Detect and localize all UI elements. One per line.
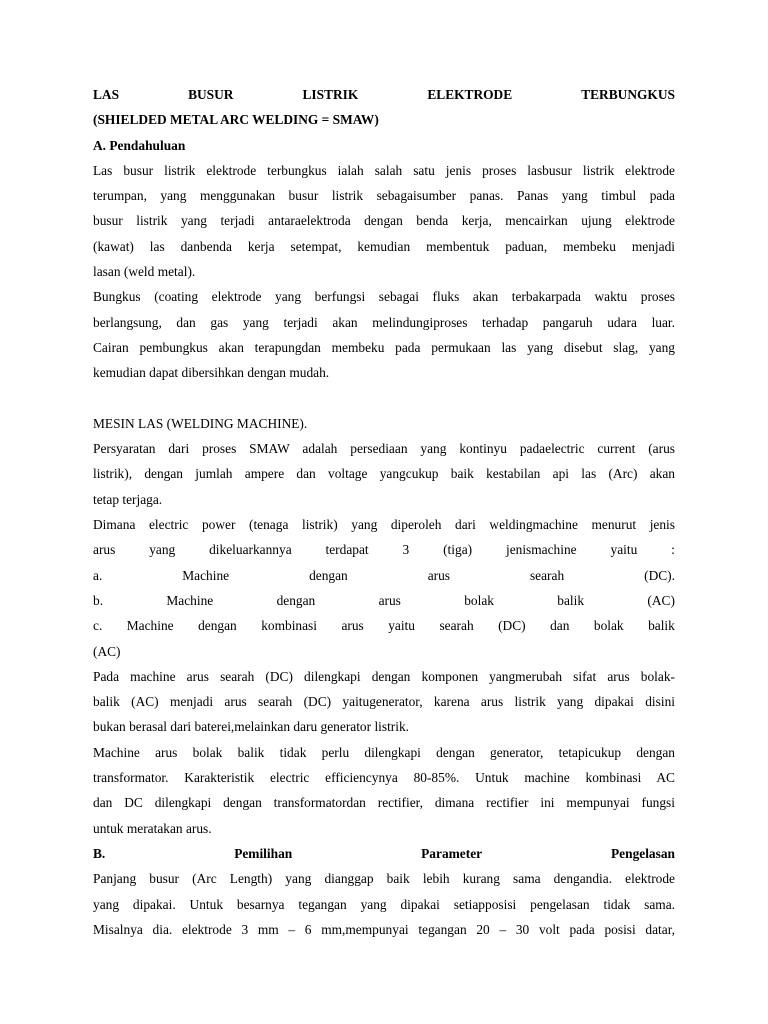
word: (DC) [498,618,526,634]
title-word: LAS [93,87,120,102]
word: searah [439,618,474,634]
word: terdapat [325,542,369,558]
text-span: Las busur listrik elektrode terbungkus ialah salah satu jenis proses lasbusur listrik elektrode [93,162,675,178]
text-span: Bungkus (coating elektrode yang berfungsi sebagai fluks akan terbakarpada waktu proses [93,289,675,305]
word: arus [341,618,364,634]
title-word: LISTRIK [302,87,359,102]
text-span: Panjang busur (Arc Length) yang dianggap baik lebih kurang sama dengandia. elektrode [93,871,675,887]
word: Machine [182,567,230,583]
heading-word: B. [93,845,106,861]
word: yang [149,542,176,558]
list-item-a [93,563,675,588]
word: 3 [402,542,410,558]
blank-line [93,386,675,411]
title-word: ELEKTRODE [427,87,513,102]
text-span: busur listrik yang terjadi antaraelektroda dengan benda kerja, mencairkan ujung elektrode [93,213,675,229]
text-span: Dimana electric power (tenaga listrik) yang diperoleh dari weldingmachine menurut jenis [93,517,675,533]
list-item-c-tail: (AC) [93,643,121,659]
text-line: kemudian dapat dibersihkan dengan mudah. [93,365,330,381]
word: b. [93,592,104,608]
word: dengan [276,592,316,608]
heading-word: Parameter [421,845,483,861]
word: a. [93,567,103,583]
word: (DC). [644,567,675,583]
heading-word: Pengelasan [611,845,675,861]
text-span: Misalnya dia. elektrode 3 mm – 6 mm,mempunyai tegangan 20 – 30 volt pada posisi datar, [93,921,675,937]
text-line [93,790,675,815]
document-page [93,82,675,942]
list-item-b [93,588,675,613]
text-line [93,917,675,942]
word: Machine [126,618,174,634]
text-span: Machine arus bolak balik tidak perlu dilengkapi dengan generator, tetapicukup dengan [93,744,675,760]
text-line [93,461,675,486]
title-word: BUSUR [188,87,234,102]
text-line [93,436,675,461]
word: dengan [198,618,237,634]
text-span: Cairan pembungkus akan terapungdan membeku pada permukaan las yang disebut slag, yang [93,339,675,355]
text-line [93,689,675,714]
word: balik [648,618,675,634]
text-line [93,892,675,917]
word: kombinasi [261,618,317,634]
word: yaitu [610,542,638,558]
text-line [93,208,675,233]
text-line: bukan berasal dari baterei,melainkan daru generator listrik. [93,719,410,735]
title-word: TERBUNGKUS [581,87,675,102]
word: c. [93,618,103,634]
text-span: terumpan, yang menggunakan busur listrik sebagaisumber panas. Panas yang timbul pada [93,188,675,204]
text-span: listrik), dengan jumlah ampere dan voltage yangcukup baik kestabilan api las (Arc) akan [93,466,675,482]
text-line [93,310,675,335]
word: jenismachine [505,542,577,558]
word: arus [427,567,450,583]
text-line [93,335,675,360]
word: (AC) [647,592,675,608]
text-span: yang dipakai. Untuk besarnya tegangan yang dipakai setiapposisi pengelasan tidak sama. [93,896,675,912]
text-line [93,866,675,891]
text-span: balik (AC) menjadi arus searah (DC) yaitugenerator, karena arus listrik yang dipakai disini [93,694,675,710]
word: dan [550,618,570,634]
word: bolak [464,592,494,608]
word: yaitu [388,618,415,634]
title-line-2: (SHIELDED METAL ARC WELDING = SMAW) [93,112,379,128]
text-span: Persyaratan dari proses SMAW adalah persediaan yang kontinyu padaelectric current (arus [93,441,675,457]
text-line: lasan (weld metal). [93,264,196,280]
text-span: berlangsung, dan gas yang terjadi akan melindungiproses terhadap pangaruh udara luar. [93,314,675,330]
word: balik [557,592,585,608]
heading-word: Pemilihan [234,845,293,861]
mesin-las-heading: MESIN LAS (WELDING MACHINE). [93,415,308,431]
text-line [93,234,675,259]
list-item-c [93,613,675,638]
section-a-heading: A. Pendahuluan [93,137,186,153]
text-line [93,512,675,537]
section-b-heading [93,841,675,866]
text-line [93,664,675,689]
text-span: (kawat) las danbenda kerja setempat, kemudian membentuk paduan, membeku menjadi [93,238,675,254]
text-line [93,158,675,183]
text-line [93,537,675,562]
text-span: dan DC dilengkapi dengan transformatordan rectifier, dimana rectifier ini mempunyai fungsi [93,795,675,811]
word: arus [93,542,116,558]
text-line [93,740,675,765]
text-span: transformator. Karakteristik electric efficiencynya 80-85%. Untuk machine kombinasi AC [93,770,675,786]
text-line [93,284,675,309]
text-span: Pada machine arus searah (DC) dilengkapi dengan komponen yangmerubah sifat arus bolak- [93,668,675,684]
word: bolak [593,618,624,634]
word: Machine [166,592,214,608]
word: : [671,542,675,558]
word: (tiga) [443,542,473,558]
text-line [93,183,675,208]
word: dengan [309,567,348,583]
word: dikeluarkannya [209,542,292,558]
word: searah [529,567,565,583]
text-line: tetap terjaga. [93,491,163,507]
text-line: untuk meratakan arus. [93,820,212,836]
title-line-1 [93,82,675,107]
word: arus [378,592,401,608]
text-line [93,765,675,790]
